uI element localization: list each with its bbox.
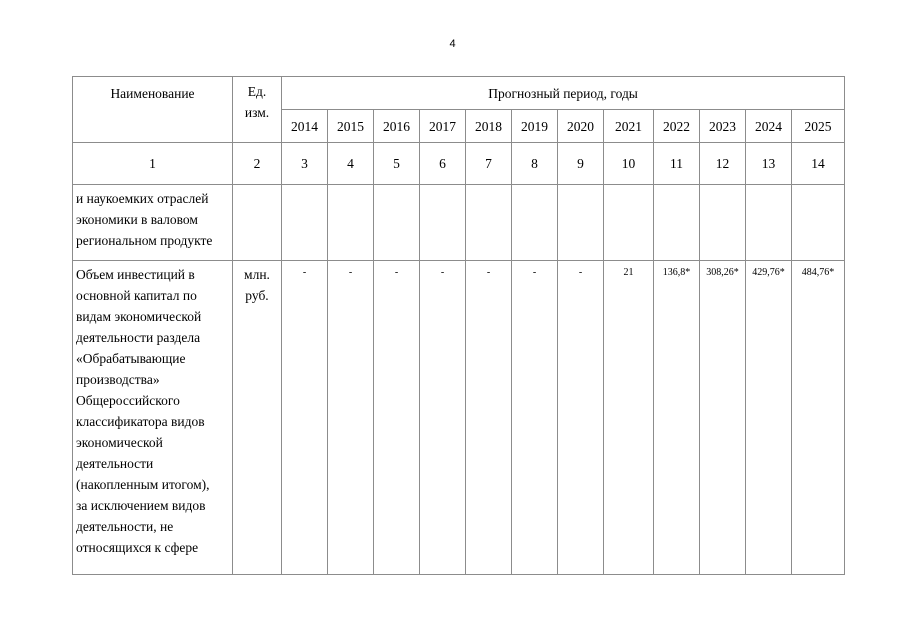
indicator-name-line: региональном продукте [76,233,213,248]
value-cell [604,185,654,261]
year-cell: 2018 [466,110,512,143]
value-cell [654,185,700,261]
unit-line: руб. [245,288,269,303]
value-cell: 429,76* [746,261,792,575]
value-cell: 484,76* [792,261,845,575]
indicator-name-line: и наукоемких отраслей [76,191,209,206]
index-cell: 5 [374,143,420,185]
indicator-name-line: деятельности раздела [76,330,201,345]
year-cell: 2019 [512,110,558,143]
indicator-name-line: Объем инвестиций в [76,267,195,282]
value-cell: - [374,261,420,575]
indicator-name-line: классификатора видов [76,414,205,429]
year-cell: 2025 [792,110,845,143]
index-cell: 3 [282,143,328,185]
indicator-name-line: деятельности, не [76,519,174,534]
unit-line: млн. [244,267,270,282]
value-cell: - [420,261,466,575]
index-cell: 1 [73,143,233,185]
value-cell [700,185,746,261]
index-cell: 8 [512,143,558,185]
index-cell: 14 [792,143,845,185]
header-name: Наименование [110,86,195,101]
value-cell: - [466,261,512,575]
year-cell: 2017 [420,110,466,143]
value-cell: 308,26* [700,261,746,575]
year-cell: 2023 [700,110,746,143]
header-unit-line1: Ед. [247,84,267,99]
value-cell: - [282,261,328,575]
index-cell: 7 [466,143,512,185]
year-cell: 2015 [328,110,374,143]
indicator-name-line: за исключением видов [76,498,206,513]
index-cell: 11 [654,143,700,185]
header-name-cell [73,77,233,143]
year-cell: 2021 [604,110,654,143]
index-cell: 10 [604,143,654,185]
table-row [73,261,845,575]
year-cell: 2022 [654,110,700,143]
indicator-name-line: Общероссийского [76,393,180,408]
year-cell: 2020 [558,110,604,143]
value-cell [792,185,845,261]
index-cell: 2 [233,143,282,185]
index-cell: 6 [420,143,466,185]
value-cell [558,185,604,261]
year-cell: 2016 [374,110,420,143]
header-period: Прогнозный период, годы [282,77,845,110]
indicator-name-line: деятельности [76,456,154,471]
header-unit-cell [233,77,282,143]
year-cell: 2024 [746,110,792,143]
indicator-name-cell [73,185,233,261]
value-cell [746,185,792,261]
forecast-table [72,76,845,575]
indicator-name-line: относящихся к сфере [76,540,199,555]
value-cell [512,185,558,261]
table-row [73,185,845,261]
value-cell [420,185,466,261]
value-cell: - [558,261,604,575]
indicator-name-line: (накопленным итогом), [76,477,210,492]
index-cell: 4 [328,143,374,185]
column-index-row [73,143,845,185]
value-cell [282,185,328,261]
indicator-name-line: экономики в валовом [76,212,198,227]
header-unit-line2: изм. [244,105,270,120]
indicator-name-line: «Обрабатывающие [76,351,186,366]
value-cell [466,185,512,261]
index-cell: 9 [558,143,604,185]
indicator-name-line: видам экономической [76,309,202,324]
value-cell [374,185,420,261]
value-cell: 21 [604,261,654,575]
value-cell: - [328,261,374,575]
value-cell: - [512,261,558,575]
indicator-name-line: основной капитал по [76,288,197,303]
indicator-name-line: экономической [76,435,163,450]
index-cell: 13 [746,143,792,185]
value-cell [328,185,374,261]
year-cell: 2014 [282,110,328,143]
page-number: 4 [449,38,456,50]
index-cell: 12 [700,143,746,185]
unit-cell [233,185,282,261]
value-cell: 136,8* [654,261,700,575]
unit-cell [233,261,282,575]
indicator-name-cell [73,261,233,575]
indicator-name-line: производства» [76,372,160,387]
